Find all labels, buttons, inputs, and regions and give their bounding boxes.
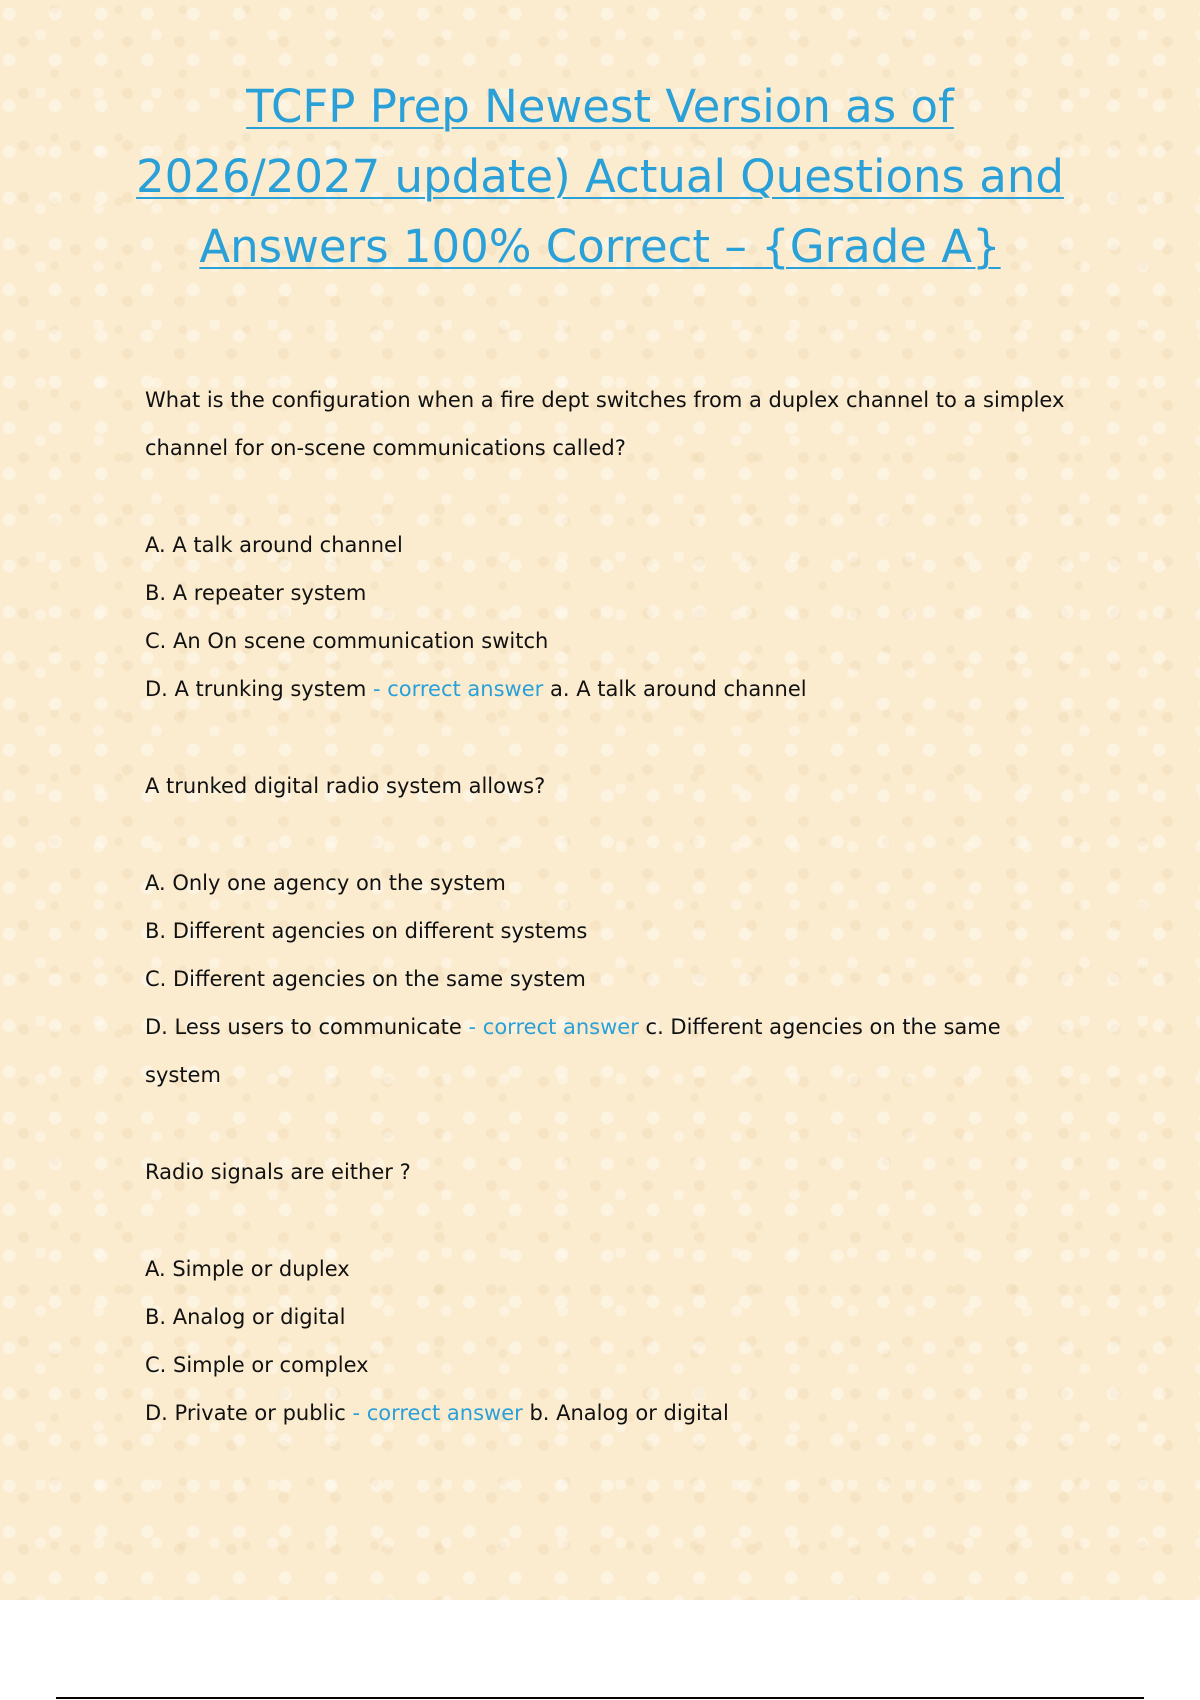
correct-answer-label: - correct answer: [352, 1401, 523, 1425]
answer-option: C. Different agencies on the same system: [145, 967, 586, 991]
answer-option-with-key: [145, 665, 1065, 713]
answer-option-with-key: [145, 1003, 1065, 1099]
question-block: [145, 762, 1065, 1099]
answer-option: B. Different agencies on different systems: [145, 919, 588, 943]
answer-option: C. An On scene communication switch: [145, 629, 549, 653]
correct-answer-label: - correct answer: [372, 677, 544, 701]
answer-option: D. A trunking system: [145, 677, 367, 701]
correct-answer-text: b. Analog or digital: [529, 1401, 729, 1425]
answer-option: A. A talk around channel: [145, 533, 403, 557]
title-line: TCFP Prep Newest Version as of: [246, 80, 954, 133]
correct-answer-text: a. A talk around channel: [549, 677, 807, 701]
answer-option: B. A repeater system: [145, 581, 367, 605]
answer-option: A. Simple or duplex: [145, 1257, 350, 1281]
title-line: Answers 100% Correct – {Grade A}: [199, 220, 1001, 273]
answer-option: D. Private or public: [145, 1401, 346, 1425]
title-line: 2026/2027 update) Actual Questions and: [136, 150, 1064, 203]
footer-divider: [56, 1697, 1144, 1699]
answer-option: A. Only one agency on the system: [145, 871, 506, 895]
question-text: Radio signals are either ?: [145, 1160, 411, 1184]
question-block: [145, 376, 1065, 713]
document-title: [100, 72, 1100, 282]
correct-answer-text: c. Different agencies on the same system: [145, 1015, 1001, 1087]
question-list: [145, 376, 1065, 1437]
question-text: What is the configuration when a fire dept switches from a duplex channel to a simplex channel for on-scene communications called?: [145, 388, 1065, 460]
answer-option-with-key: [145, 1389, 1065, 1437]
question-block: [145, 1148, 1065, 1437]
answer-option: D. Less users to communicate: [145, 1015, 462, 1039]
answer-option: C. Simple or complex: [145, 1353, 369, 1377]
question-text: A trunked digital radio system allows?: [145, 774, 546, 798]
correct-answer-label: - correct answer: [468, 1015, 639, 1039]
answer-option: B. Analog or digital: [145, 1305, 346, 1329]
